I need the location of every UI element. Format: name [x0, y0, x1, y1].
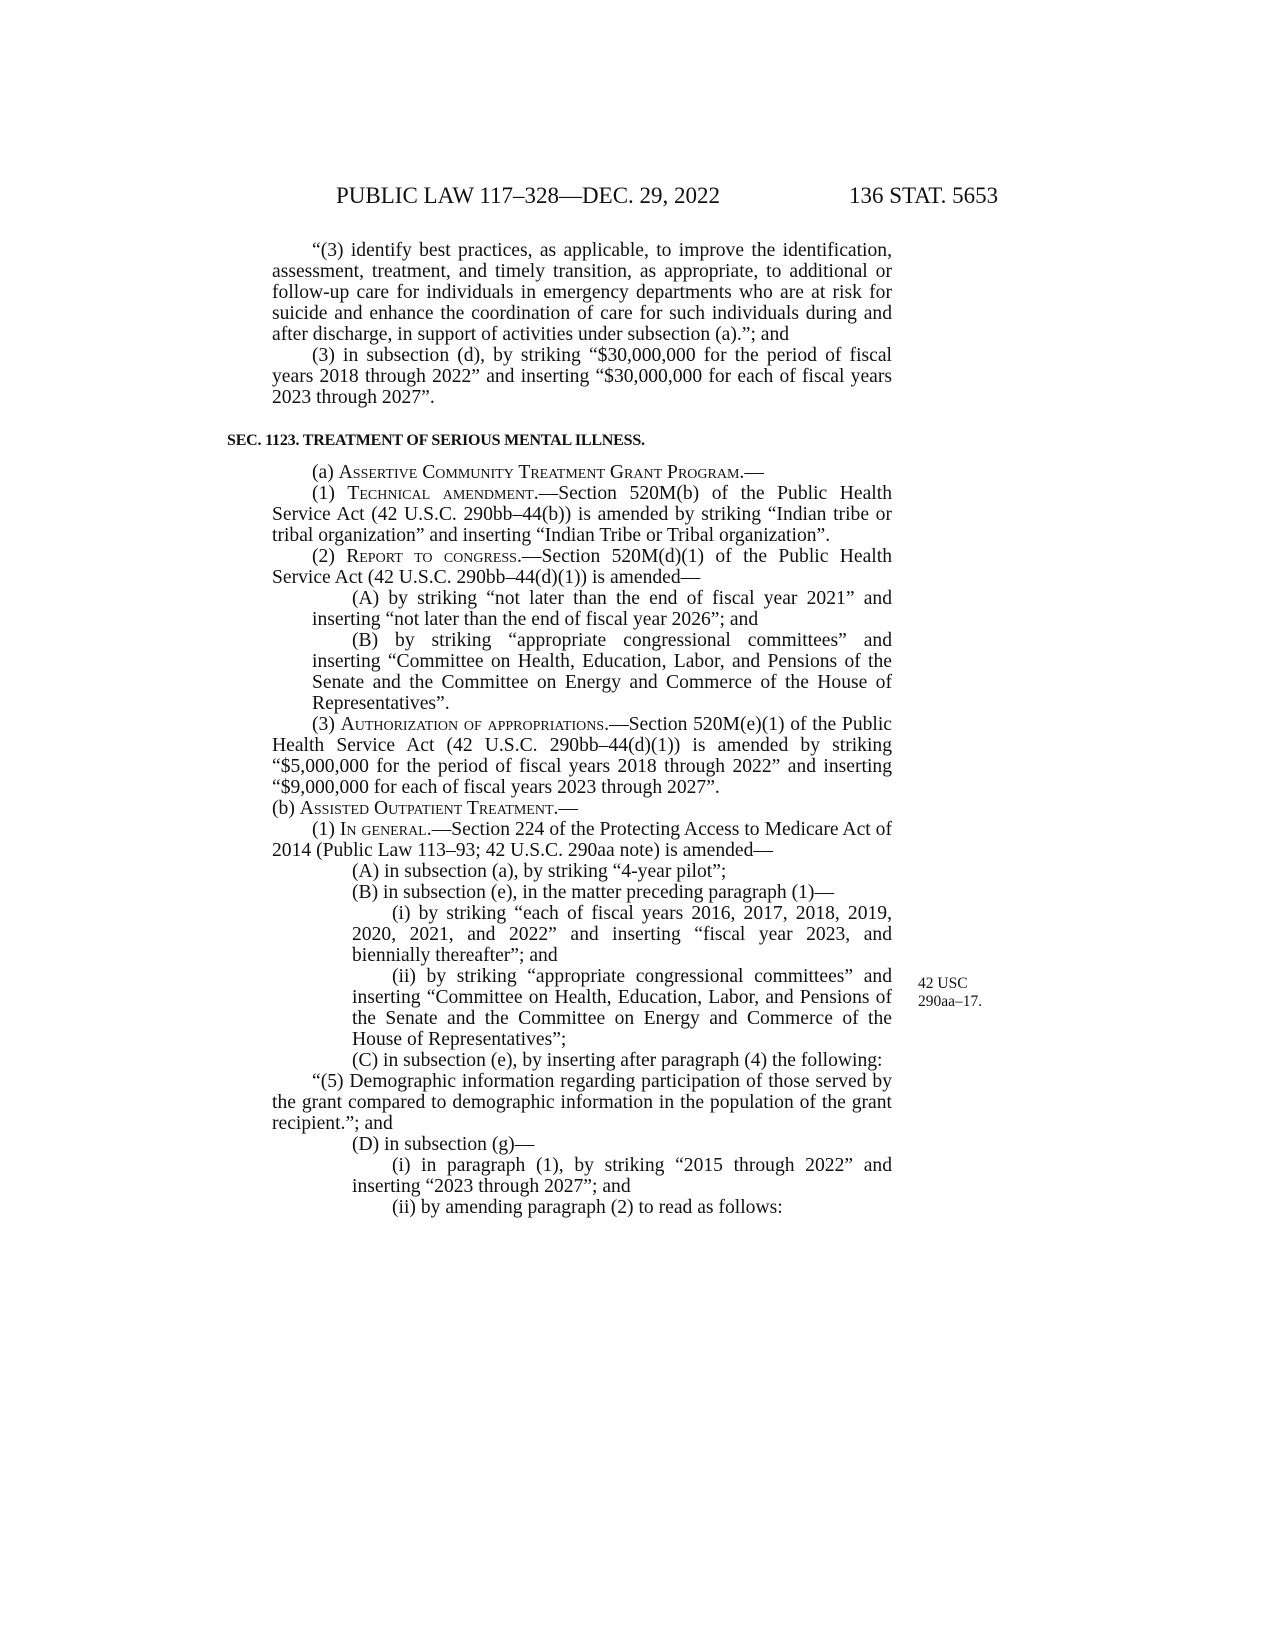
paragraph-b1-B-i: (i) by striking “each of fiscal years 2016, 2017, 2018, 2019, 2020, 2021, and 2022” and inserting “fiscal year 2023, and biennially thereafter”; and	[352, 903, 892, 966]
paragraph-quoted-3: “(3) identify best practices, as applicable, to improve the identification, assessment, treatment, and timely transition, as appropriate, to additional or follow-up care for individuals in emergency departments who are at risk for suicide and enhance the coordination of care for such individuals during and after discharge, in support of activities under subsection (a).”; and	[272, 240, 892, 345]
paragraph-b1-D-ii: (ii) by amending paragraph (2) to read as follows:	[392, 1197, 783, 1218]
a3-label: (3)	[312, 714, 341, 735]
margin-note-line2: 290aa–17.	[918, 993, 983, 1010]
subsection-b-dash: —	[558, 798, 578, 819]
subsection-b-title: Assisted Outpatient Treatment.	[299, 798, 559, 819]
margin-note-line1: 42 USC	[918, 975, 968, 992]
a1-label: (1)	[312, 483, 348, 504]
paragraph-b1-B-ii: (ii) by striking “appropriate congressional committees” and inserting “Committee on Health, Education, Labor, and Pensions of the Senate and the Committee on Energy and Commerce of the House of Representatives”;	[352, 966, 892, 1050]
paragraph-b1-D-i: (i) in paragraph (1), by striking “2015 through 2022” and inserting “2023 through 2027”; and	[352, 1155, 892, 1197]
quoted-paragraph-5: “(5) Demographic information regarding participation of those served by the grant compared to demographic information in the population of the grant recipient.”; and	[272, 1071, 892, 1134]
b1-heading: In general.	[339, 819, 432, 840]
paragraph-a2-A: (A) by striking “not later than the end of fiscal year 2021” and inserting “not later than the end of fiscal year 2026”; and	[312, 588, 892, 630]
a3-heading: Authorization of appropriations.	[340, 714, 610, 735]
paragraph-a2	[272, 546, 892, 588]
margin-note	[918, 975, 1008, 1011]
section-heading: SEC. 1123. TREATMENT OF SERIOUS MENTAL ILLNESS.	[227, 432, 645, 449]
subsection-b-heading	[272, 798, 892, 819]
running-header	[0, 181, 1275, 211]
header-page-number: 136 STAT. 5653	[849, 183, 999, 208]
a2-heading: Report to congress.	[346, 546, 522, 567]
b1-text: —Section 224 of the Protecting Access to Medicare Act of 2014 (Public Law 113–93; 42 U.S.C. 290aa note) is amended—	[272, 819, 892, 861]
a2-label: (2)	[312, 546, 347, 567]
a2-text: —Section 520M(d)(1) of the Public Health Service Act (42 U.S.C. 290bb–44(d)(1)) is amended—	[272, 546, 892, 588]
paragraph-b1	[272, 819, 892, 861]
a1-heading: Technical amendment.	[347, 483, 539, 504]
a3-text: —Section 520M(e)(1) of the Public Health Service Act (42 U.S.C. 290bb–44(d)(1)) is amended by striking “$5,000,000 for the period of fiscal years 2018 through 2022” and inserting “$9,000,000 for each of fiscal years 2023 through 2027”.	[272, 714, 893, 798]
paragraph-a3	[272, 714, 892, 798]
paragraph-b1-C: (C) in subsection (e), by inserting after paragraph (4) the following:	[352, 1050, 883, 1071]
paragraph-b1-A: (A) in subsection (a), by striking “4-year pilot”;	[352, 861, 727, 882]
paragraph-a2-B: (B) by striking “appropriate congressional committees” and inserting “Committee on Health, Education, Labor, and Pensions of the Senate and the Committee on Energy and Commerce of the House of Representatives”.	[312, 630, 892, 714]
header-title: PUBLIC LAW 117–328—DEC. 29, 2022	[336, 183, 721, 208]
paragraph-subsection-d: (3) in subsection (d), by striking “$30,000,000 for the period of fiscal years 2018 through 2022” and inserting “$30,000,000 for each of fiscal years 2023 through 2027”.	[272, 345, 892, 408]
paragraph-b1-B: (B) in subsection (e), in the matter preceding paragraph (1)—	[352, 882, 835, 903]
a1-text: —Section 520M(b) of the Public Health Service Act (42 U.S.C. 290bb–44(b)) is amended by striking “Indian tribe or tribal organization” and inserting “Indian Tribe or Tribal organization”.	[272, 483, 892, 546]
subsection-a-dash: —	[744, 462, 764, 483]
subsection-a-heading	[272, 462, 892, 483]
subsection-a-title: Assertive Community Treatment Grant Program.	[338, 462, 745, 483]
subsection-a-label: (a)	[312, 462, 339, 483]
b1-label: (1)	[312, 819, 340, 840]
paragraph-a1	[272, 483, 892, 546]
document-body	[227, 240, 893, 1218]
paragraph-b1-D: (D) in subsection (g)—	[352, 1134, 535, 1155]
subsection-b-label: (b)	[272, 798, 300, 819]
